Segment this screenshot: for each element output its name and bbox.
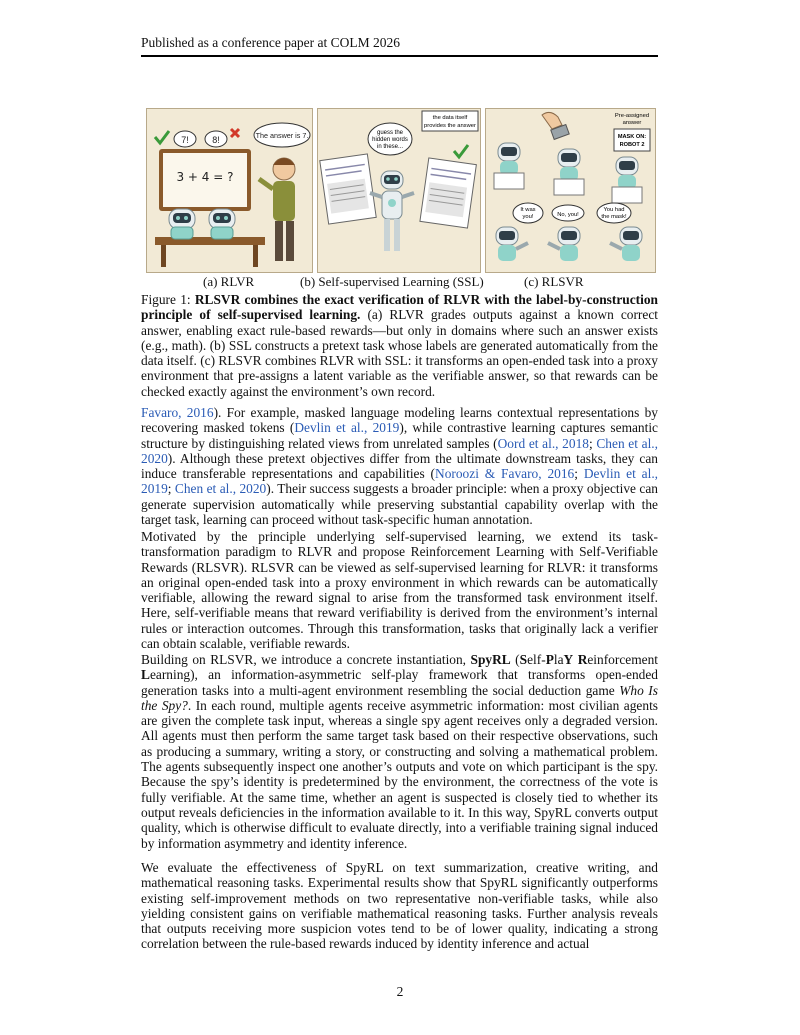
teacher-icon	[259, 158, 295, 261]
paragraph-text: . In each round, multiple agents receive asymmetric information: most civilian agents are given the complete task input, whereas a single spy agent receives only a degraded version. All agents must then perform the same target task based on their respective observations, such as producing a summary, writing a story, or constructing and solving a mathematical problem. The agents subsequently inspect one another’s outputs and vote on which participant is the spy. Because the spy’s identity is predetermined by the environment, the correctness of the vote is fully verifiable. At the same time, whether an agent is suspected is closely tied to whether its output reveals deficiencies in the information available to it. In this way, SpyRL converts output quality, which is otherwise difficult to evaluate directly, into a verifiable training signal induced by information asymmetry and identity inference.	[141, 697, 658, 851]
card-line: MASK ON:	[617, 134, 647, 140]
citation-link[interactable]: Devlin et al., 2019	[141, 466, 659, 497]
caption-bold: RLSVR combines the exact verification of RLVR with the label-by-construction principle of self-supervised learning.	[141, 292, 659, 323]
paragraph-text: ), while contrastive learning captures semantic structure by distinguishing related views from unrelated samples (	[141, 420, 659, 451]
caption-label: Figure 1:	[141, 292, 191, 307]
guess-bubble-line: guess the	[376, 130, 404, 136]
paragraph-ssl-examples	[141, 405, 658, 527]
robot-icon	[169, 209, 195, 239]
figure-caption	[141, 292, 658, 399]
paragraph-evaluation: We evaluate the effectiveness of SpyRL on text summarization, creative writing, and mathematical reasoning tasks. Experimental results show that SpyRL significantly outperforms existing self-improvement methods on two representative non-verifiable tasks, while also yielding consistent gains on verifiable mathematical reasoning tasks. Further analysis reveals that outputs receiving more suspicion votes tend to be of lower quality, indicating a strong correlation between the rule-based rewards induced by identity inference and actual	[141, 860, 658, 952]
citation-link[interactable]: Chen et al., 2020	[141, 435, 659, 466]
card-line: ROBOT 2	[619, 142, 645, 148]
paragraph-text: einforcement	[587, 652, 658, 667]
acronym-letter: Y	[563, 652, 574, 667]
paragraph-text: ). Their success suggests a broader principle: when a proxy objective can generate supervision automatically while preserving substantial capability overlap with the target task, learning can proceed without task-specific human annotation.	[141, 481, 658, 528]
robot-icon	[612, 157, 642, 203]
note-line: answer	[622, 120, 642, 126]
paragraph-text: ;	[574, 466, 584, 482]
cross-icon	[231, 129, 239, 137]
citation-link[interactable]: Devlin et al., 2019	[294, 420, 400, 436]
acronym-letter: S	[519, 652, 528, 667]
robot-icon	[548, 227, 580, 261]
robot-icon	[610, 227, 642, 261]
figure-1	[146, 108, 654, 273]
robot-icon	[209, 209, 235, 239]
panel-rlvr-illustration	[146, 108, 313, 273]
paragraph-text: (	[510, 652, 520, 667]
paragraph-text: earning), an information-asymmetric self-play framework that transforms open-ended generation tasks into a multi-agent environment resembling the social deduction game	[141, 667, 658, 698]
paragraph-text: la	[553, 652, 564, 667]
paragraph-rlsvr-motivation: Motivated by the principle underlying self-supervised learning, we extend its task-transformation paradigm to RLVR and propose Reinforcement Learning with Self-Verifiable Rewards (RLSVR). RLSVR can be viewed as self-supervised learning for RLVR: it transforms an original open-ended task into a proxy environment in which rewards can be automatically verifiable, allowing the reward signal to arise from the transformed task environment itself. Here, self-verifiable means that reward verifiability is derived from the environment’s internal rules or interaction outcomes. Through this transformation, tasks that originally lack a verifier can obtain scalable, verifiable rewards.	[141, 529, 658, 652]
acronym-letter: R	[577, 652, 588, 667]
panel-rlsvr-illustration	[485, 108, 656, 273]
method-name: SpyRL	[470, 652, 511, 667]
guess-left: 7!	[181, 135, 189, 145]
robot-icon	[554, 149, 584, 195]
subcaption-b: (b) Self-supervised Learning (SSL)	[300, 274, 484, 289]
paragraph-text: ). Although these pretext objectives differ from the ultimate downstream tasks, they can induce transferable representations and capabilities (	[141, 450, 658, 482]
paragraph-text: ;	[588, 435, 597, 451]
paragraph-spyrl	[141, 652, 658, 851]
checkmark-icon	[155, 131, 169, 143]
note-line: Pre-assigned	[614, 113, 650, 119]
citation-link[interactable]: Chen et al., 2020	[174, 481, 267, 497]
speech-line: It was	[520, 207, 536, 213]
note-line: the data itself	[432, 115, 468, 121]
robot-icon	[370, 171, 414, 251]
board-equation: 3 + 4 = ?	[176, 170, 234, 184]
game-name: Who Is the Spy?	[141, 682, 658, 713]
caption-rest: (a) RLVR grades outputs against a known correct answer, enabling exact rule-based rewards—but only in domains where such an answer exists (e.g., math). (b) SSL constructs a pretext task whose labels are generated automatically from the data itself. (c) RLSVR combines RLVR with SSL: it transforms an open-ended task into a proxy environment that pre-assigns a latent variable as the verifiable answer, so that rewards can be checked exactly against the environment’s own record.	[141, 307, 659, 399]
paragraph-text: elf-	[527, 652, 546, 667]
answer-bubble: The answer is 7.	[255, 131, 309, 140]
paragraph-text: Building on RLSVR, we introduce a concrete instantiation,	[141, 652, 471, 667]
speech-line: you!	[522, 214, 534, 220]
citation-link[interactable]: Favaro, 2016	[141, 405, 214, 420]
citation-link[interactable]: Noroozi & Favaro, 2016	[435, 466, 575, 482]
guess-right: 8!	[212, 135, 220, 145]
paragraph-text: ;	[167, 481, 175, 497]
speech-line: No, you!	[557, 212, 579, 218]
checkmark-icon	[454, 145, 468, 157]
note-line: provides the answer	[424, 123, 476, 129]
document-icon	[420, 158, 476, 228]
page-number: 2	[396, 984, 404, 999]
acronym-letter: P	[545, 652, 554, 667]
panel-ssl-illustration	[317, 108, 481, 273]
subcaption-a: (a) RLVR	[203, 274, 255, 289]
guess-bubble-line: in these...	[376, 144, 404, 150]
paragraph-text: ). For example, masked language modeling learns contextual representations by recovering masked tokens (	[141, 405, 658, 436]
speech-line: the mask!	[601, 214, 627, 220]
robot-icon	[496, 227, 528, 261]
citation-link[interactable]: Oord et al., 2018	[497, 435, 589, 451]
document-icon	[320, 154, 376, 224]
subcaption-c: (c) RLSVR	[524, 274, 584, 289]
guess-bubble-line: hidden words	[372, 137, 408, 143]
robot-icon	[494, 143, 524, 189]
acronym-letter: L	[141, 667, 150, 683]
speech-line: You had	[603, 207, 625, 213]
running-header: Published as a conference paper at COLM 2026	[141, 35, 658, 57]
